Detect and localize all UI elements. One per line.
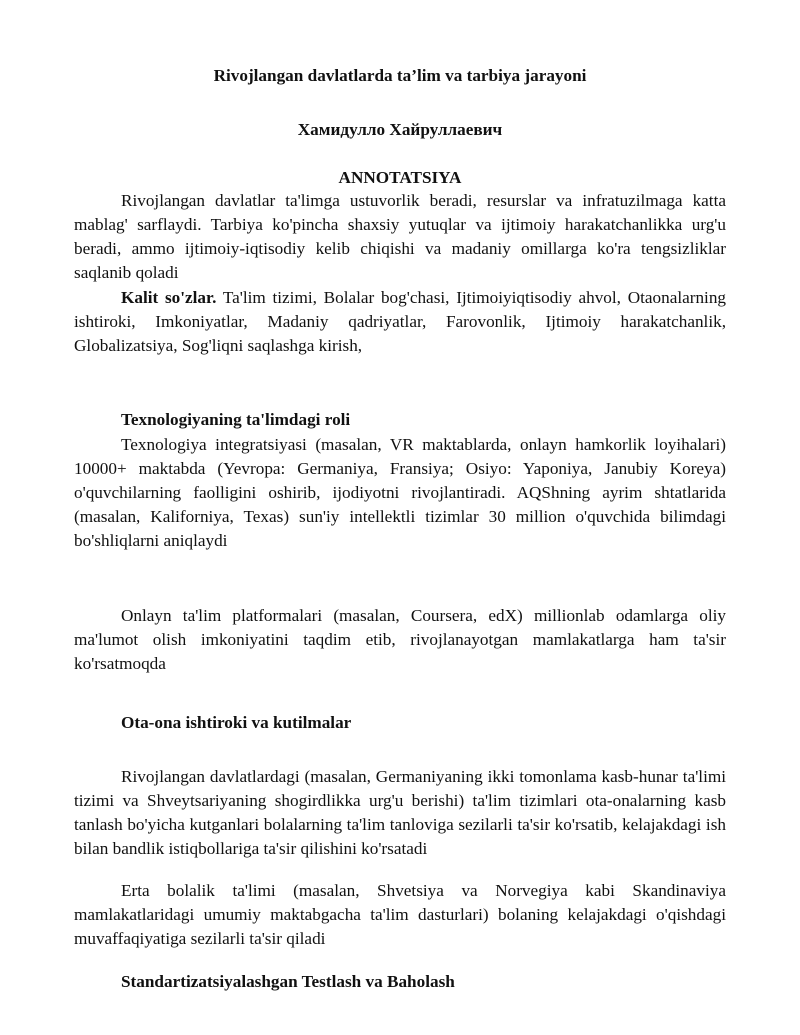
keywords-label: Kalit so'zlar. <box>121 288 217 307</box>
section-heading-testing: Standartizatsiyalashgan Testlash va Baholash <box>121 972 455 991</box>
technology-paragraph-2: Onlayn ta'lim platformalari (masalan, Coursera, edX) millionlab odamlarga oliy ma'lumot olish imkoniyatini taqdim etib, rivojlanayotgan mamlakatlarga ham ta'sir ko'rsatmoqda <box>74 606 726 673</box>
annotation-heading: ANNOTATSIYA <box>338 168 462 187</box>
parents-paragraph-1: Rivojlangan davlatlardagi (masalan, Germaniyaning ikki tomonlama kasb-hunar ta'limi tizimi va Shveytsariyaning shogirdlikka urg'u berishi) ta'lim tizimlari ota-onalarning kasb tanlash bo'yicha kutganlari bolalarning ta'lim tanloviga sezilarli ta'sir ko'rsatib, kelajakdagi ish bilan bandlik istiqbollariga ta'sir qilishini ko'rsatadi <box>74 767 726 858</box>
section-heading-parents: Ota-ona ishtiroki va kutilmalar <box>121 713 352 732</box>
section-heading-technology: Texnologiyaning ta'limdagi roli <box>121 410 351 429</box>
annotation-paragraph: Rivojlangan davlatlar ta'limga ustuvorlik beradi, resurslar va infratuzilmaga katta mablag' sarflaydi. Tarbiya ko'pincha shaxsiy yutuqlar va ijtimoiy harakatchanlikka urg'u beradi, ammo ijtimoiy-iqtisodiy kelib chiqishi va madaniy omillarga ko'ra tengsizliklar saqlanib qoladi <box>74 191 726 282</box>
technology-paragraph-1: Texnologiya integratsiyasi (masalan, VR maktablarda, onlayn hamkorlik loyihalari) 10000+ maktabda (Yevropa: Germaniya, Fransiya; Osiyo: Yaponiya, Janubiy Koreya) o'quvchilarning faolligini oshirib, ijodiyotni rivojlantiradi. AQShning ayrim shtatlarida (masalan, Kaliforniya, Texas) sun'iy intellektli tizimlar 30 million o'quvchida bilimdagi bo'shliqlarni aniqlaydi <box>74 435 726 550</box>
document-title: Rivojlangan davlatlarda ta’lim va tarbiya jarayoni <box>213 66 587 85</box>
keywords-paragraph <box>74 286 726 358</box>
keywords-list: Ta'lim tizimi, Bolalar bog'chasi, Ijtimoiyiqtisodiy ahvol, Otaonalarning ishtiroki, Imkoniyatlar, Madaniy qadriyatlar, Farovonlik, Ijtimoiy harakatchanlik, Globalizatsiya, Sog'liqni saqlashga kirish, <box>74 288 727 355</box>
parents-paragraph-2: Erta bolalik ta'limi (masalan, Shvetsiya va Norvegiya kabi Skandinaviya mamlakatlaridagi umumiy maktabgacha ta'lim dasturlari) bolaning kelajakdagi o'qishdagi muvaffaqiyatiga sezilarli ta'sir qiladi <box>74 881 726 948</box>
author-name: Хамидулло Хайруллаевич <box>297 120 503 139</box>
